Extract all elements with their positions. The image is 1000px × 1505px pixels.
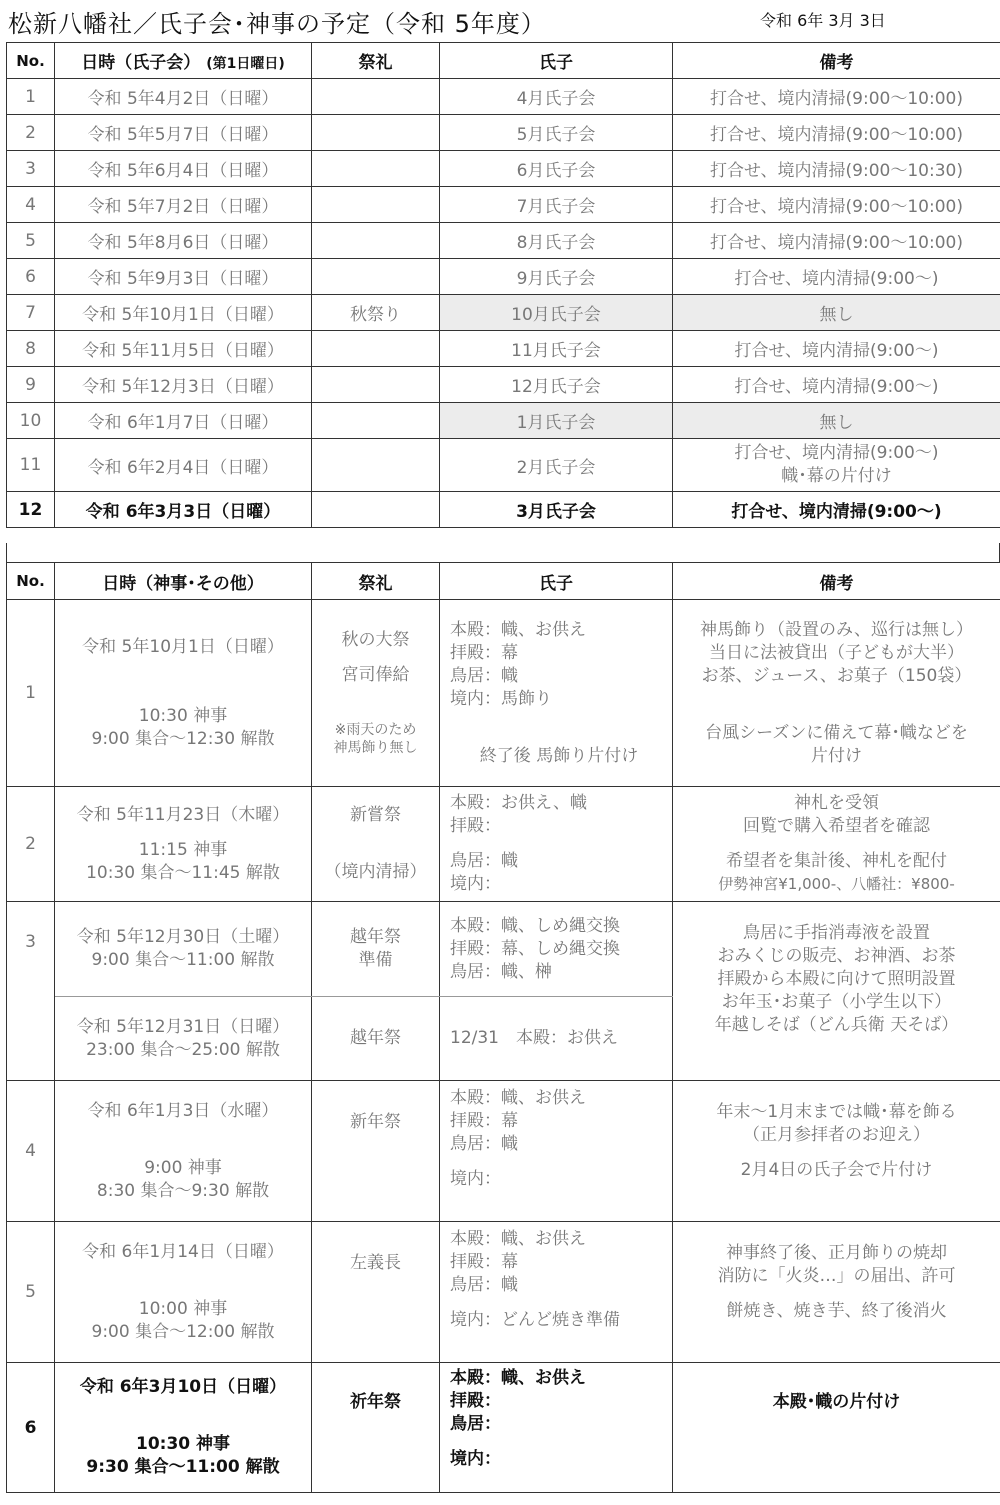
festival-name: 秋の大祭 (341, 630, 410, 650)
row-no: 6 (7, 259, 55, 295)
ujiko-item: 本殿：幟、しめ縄交換 (450, 915, 620, 936)
row-date: 令和 5年12月3日（日曜） (55, 367, 312, 403)
row-festival (312, 600, 440, 787)
row-no: 1 (7, 79, 55, 115)
event-gather: 9:00 集合～11:00 解散 (91, 950, 275, 970)
note-line: お年玉･お菓子（小学生以下） (721, 992, 952, 1012)
row-festival (312, 1222, 440, 1363)
spacer (450, 1156, 668, 1168)
table-row (7, 151, 1000, 187)
row-date: 令和 5年11月5日（日曜） (55, 331, 312, 367)
table-row (7, 1222, 1000, 1363)
row-ujiko (440, 787, 673, 902)
row-ujiko: 4月氏子会 (440, 79, 673, 115)
event-gather: 23:00 集合～25:00 解散 (86, 1039, 280, 1060)
row-date (55, 787, 312, 902)
spacer (59, 827, 307, 839)
row-date: 令和 6年3月3日（日曜） (55, 492, 312, 528)
table-row (7, 187, 1000, 223)
table-row (7, 115, 1000, 151)
ujiko-item: 境内： (450, 1449, 501, 1469)
row-date: 令和 5年6月4日（日曜） (55, 151, 312, 187)
header-no: No. (7, 563, 55, 600)
ujiko-item: 鳥居：幟 (450, 851, 518, 871)
event-time: 9:00 神事 (144, 1157, 222, 1178)
event-time: 10:00 神事 (138, 1298, 228, 1319)
row-festival (312, 79, 440, 115)
row-ujiko (440, 1363, 673, 1493)
event-time: 10:30 神事 (135, 1434, 231, 1454)
ujiko-item: 拝殿：幕 (450, 642, 518, 663)
ujiko-item: 鳥居：幟 (450, 1134, 518, 1154)
table-row (7, 439, 1000, 492)
festival-name: 左義長 (350, 1253, 401, 1273)
festival-name: 新嘗祭 (350, 805, 401, 825)
event-date: 令和 5年10月1日（日曜） (82, 636, 284, 657)
note-line: 鳥居に手指消毒液を設置 (743, 923, 930, 943)
table-row (7, 295, 1000, 331)
spacer (677, 838, 996, 850)
row-ujiko (440, 902, 673, 997)
header-ujiko: 氏子 (440, 43, 673, 79)
row-festival (312, 259, 440, 295)
ujiko-item: 本殿：幟、お供え (450, 1229, 586, 1249)
header-note: 備考 (673, 563, 1000, 600)
event-gather: 10:30 集合～11:45 解散 (86, 862, 280, 883)
row-festival (312, 367, 440, 403)
document-date: 令和 6年 3月 3日 (760, 11, 886, 30)
row-note-line: 幟･幕の片付け (781, 466, 892, 486)
row-no: 11 (7, 439, 55, 492)
header-festival: 祭礼 (312, 563, 440, 600)
row-no: 4 (7, 187, 55, 223)
row-ujiko: 10月氏子会 (440, 295, 673, 331)
row-no: 9 (7, 367, 55, 403)
row-note (673, 1222, 1000, 1363)
row-note: 打合せ、境内清掃(9:00～) (673, 259, 1000, 295)
row-ujiko: 7月氏子会 (440, 187, 673, 223)
note-line: 拝殿から本殿に向けて照明設置 (717, 969, 956, 989)
header-date-label: 日時（氏子会） (81, 53, 201, 73)
row-note-line: 打合せ、境内清掃(9:00～) (734, 443, 939, 463)
spacer (59, 659, 307, 693)
spacer (59, 1123, 307, 1157)
row-note: 無し (673, 403, 1000, 439)
ujiko-item: 鳥居：幟 (450, 665, 518, 686)
event-date: 令和 6年1月14日（日曜） (82, 1241, 284, 1262)
header-ujiko: 氏子 (440, 563, 673, 600)
row-ujiko: 5月氏子会 (440, 115, 673, 151)
row-date: 令和 5年4月2日（日曜） (55, 79, 312, 115)
event-gather: 8:30 集合～9:30 解散 (96, 1180, 270, 1201)
row-festival (312, 902, 440, 997)
row-date (55, 997, 312, 1081)
table-row (7, 259, 1000, 295)
table-row (7, 403, 1000, 439)
event-gather: 9:00 集合～12:00 解散 (91, 1321, 275, 1342)
row-no: 7 (7, 295, 55, 331)
event-date: 令和 6年3月10日（日曜） (79, 1377, 287, 1397)
row-festival (312, 223, 440, 259)
row-date: 令和 6年2月4日（日曜） (55, 439, 312, 492)
row-festival (312, 997, 440, 1081)
spacer (450, 1297, 668, 1309)
row-date: 令和 6年1月7日（日曜） (55, 403, 312, 439)
table-row (7, 223, 1000, 259)
row-note: 打合せ、境内清掃(9:00～10:00) (673, 79, 1000, 115)
ujiko-item: 本殿：幟、お供え (450, 1368, 586, 1388)
row-note: 打合せ、境内清掃(9:00～10:00) (673, 223, 1000, 259)
note-line: 回覧で購入希望者を確認 (743, 816, 930, 836)
note-line: 神馬飾り（設置のみ、巡行は無し） (699, 619, 974, 640)
row-note (673, 1081, 1000, 1222)
row-no-label: 3 (25, 932, 36, 952)
row-date: 令和 5年10月1日（日曜） (55, 295, 312, 331)
festival-name: 準備 (358, 950, 393, 970)
row-date: 令和 5年5月7日（日曜） (55, 115, 312, 151)
table-row (7, 79, 1000, 115)
row-festival (312, 403, 440, 439)
row-date (55, 1222, 312, 1363)
row-ujiko (440, 1222, 673, 1363)
row-festival (312, 492, 440, 528)
note-line: 本殿･幟の片付け (772, 1392, 901, 1412)
table-header-row (7, 563, 1000, 600)
table-row (7, 1081, 1000, 1222)
festival-name: 越年祭 (350, 927, 401, 947)
row-festival (312, 439, 440, 492)
note-line: 片付け (811, 745, 862, 766)
header-date: 日時（神事･その他） (55, 563, 312, 600)
spacer (316, 687, 435, 721)
row-no: 8 (7, 331, 55, 367)
note-line: 希望者を集計後、神札を配付 (726, 851, 947, 871)
row-ujiko: 1月氏子会 (440, 403, 673, 439)
ujiko-item: 終了後 馬飾り片付け (479, 745, 639, 766)
spacer (59, 1399, 307, 1433)
spacer (677, 1288, 996, 1300)
festival-name: （境内清掃） (324, 862, 427, 882)
row-no (7, 902, 55, 1081)
note-line: 台風シーズンに備えて幕･幟などを (705, 722, 968, 743)
festival-note: 神馬飾り無し (333, 740, 418, 756)
row-note: 打合せ、境内清掃(9:00～) (673, 331, 1000, 367)
note-line: お茶、ジュース、お菓子（150袋） (701, 665, 972, 686)
row-festival (312, 1363, 440, 1493)
row-note (673, 1363, 1000, 1493)
row-festival (312, 787, 440, 902)
row-no: 5 (7, 1222, 55, 1363)
row-ujiko (440, 600, 673, 787)
ujiko-item: 境内：馬飾り (450, 688, 552, 709)
row-date: 令和 5年7月2日（日曜） (55, 187, 312, 223)
note-line: 消防に「火炎…」の届出、許可 (717, 1266, 956, 1286)
row-note: 打合せ、境内清掃(9:00～10:00) (673, 115, 1000, 151)
ujiko-item: 境内： (450, 874, 501, 894)
row-note: 打合せ、境内清掃(9:00～10:00) (673, 187, 1000, 223)
row-ujiko: 12月氏子会 (440, 367, 673, 403)
festival-name: 越年祭 (350, 1028, 401, 1048)
spacer (59, 693, 307, 705)
note-line: 餅焼き、焼き芋、終了後消火 (726, 1301, 947, 1321)
ujiko-item: 拝殿：幕 (450, 1252, 518, 1272)
ujiko-item: 境内： (450, 1169, 501, 1189)
row-festival (312, 1081, 440, 1222)
table-row (7, 1363, 1000, 1493)
table-row (7, 787, 1000, 902)
spacer (677, 688, 996, 722)
ujiko-item: 拝殿： (450, 1391, 501, 1411)
festival-note: ※雨天のため (334, 722, 417, 738)
row-date (55, 1081, 312, 1222)
event-gather: 9:00 集合～12:30 解散 (91, 728, 275, 749)
row-no: 12 (7, 492, 55, 528)
spacer (677, 1147, 996, 1159)
row-ujiko: 8月氏子会 (440, 223, 673, 259)
ujiko-item: 拝殿： (450, 816, 501, 836)
row-no: 2 (7, 115, 55, 151)
header-note: 備考 (673, 43, 1000, 79)
spacer (450, 711, 668, 745)
table-row (7, 331, 1000, 367)
ujiko-item: 本殿：幟、お供え (450, 1088, 586, 1108)
table-header-row (7, 43, 1000, 79)
festival-name: 祈年祭 (350, 1392, 401, 1412)
ujiko-item: 拝殿：幕、しめ縄交換 (450, 938, 620, 959)
note-line: 2月4日の氏子会で片付け (740, 1160, 933, 1180)
row-ujiko: 11月氏子会 (440, 331, 673, 367)
ujiko-item: 拝殿：幕 (450, 1111, 518, 1131)
shrine-events-table (6, 562, 1000, 1493)
spacer (59, 1264, 307, 1298)
row-no: 10 (7, 403, 55, 439)
table-row (7, 367, 1000, 403)
header-no: No. (7, 43, 55, 79)
row-note: 打合せ、境内清掃(9:00～) (673, 367, 1000, 403)
row-no: 2 (7, 787, 55, 902)
row-no: 4 (7, 1081, 55, 1222)
event-gather: 9:30 集合～11:00 解散 (86, 1457, 280, 1477)
header-festival: 祭礼 (312, 43, 440, 79)
table-row (7, 600, 1000, 787)
event-date: 令和 6年1月3日（水曜） (87, 1100, 279, 1121)
ujiko-item: 12/31 本殿：お供え (450, 1028, 618, 1048)
row-ujiko (440, 1081, 673, 1222)
row-date (55, 902, 312, 997)
spacer (450, 838, 668, 850)
event-time: 10:30 神事 (138, 705, 228, 726)
ujiko-meeting-table (6, 42, 1000, 528)
ujiko-item: 本殿：お供え、幟 (450, 793, 588, 813)
row-no: 6 (7, 1363, 55, 1493)
table-row (7, 492, 1000, 528)
header-date-sub: (第1日曜日) (206, 56, 285, 72)
event-date: 令和 5年12月31日（日曜） (76, 1016, 290, 1037)
row-note: 無し (673, 295, 1000, 331)
event-date: 令和 5年11月23日（木曜） (76, 804, 290, 825)
note-line: 神札を受領 (794, 793, 879, 813)
page-header (0, 0, 1000, 40)
note-line: 年末～1月末までは幟･幕を飾る (716, 1102, 957, 1122)
ujiko-item: 鳥居：幟 (450, 1275, 518, 1295)
note-line: （正月参拝者のお迎え） (743, 1125, 930, 1145)
note-line: 伊勢神宮¥1,000-、八幡社：¥800- (718, 875, 955, 893)
row-date: 令和 5年9月3日（日曜） (55, 259, 312, 295)
row-festival (312, 115, 440, 151)
spacer (316, 652, 435, 664)
event-time: 11:15 神事 (138, 839, 228, 860)
ujiko-item: 鳥居：幟、榊 (450, 961, 552, 982)
note-line: 当日に法被貸出（子どもが大半） (709, 642, 964, 663)
row-ujiko: 3月氏子会 (440, 492, 673, 528)
table-separator (6, 543, 1000, 562)
note-line: 年越しそば（どん兵衛 天そば） (714, 1015, 959, 1035)
row-date (55, 600, 312, 787)
row-ujiko (440, 997, 673, 1081)
row-no: 1 (7, 600, 55, 787)
header-date (55, 43, 312, 79)
row-festival (312, 331, 440, 367)
row-note (673, 439, 1000, 492)
table-row (7, 902, 1000, 997)
row-note: 打合せ、境内清掃(9:00～10:30) (673, 151, 1000, 187)
ujiko-item: 鳥居： (450, 1414, 501, 1434)
row-note (673, 787, 1000, 902)
row-date: 令和 5年8月6日（日曜） (55, 223, 312, 259)
row-note: 打合せ、境内清掃(9:00～) (673, 492, 1000, 528)
festival-name: 新年祭 (350, 1112, 401, 1132)
row-festival (312, 151, 440, 187)
row-no: 3 (7, 151, 55, 187)
row-note (673, 902, 1000, 1081)
row-note (673, 600, 1000, 787)
festival-name: 宮司俸給 (341, 665, 410, 685)
note-line: おみくじの販売、お神酒、お茶 (717, 946, 956, 966)
spacer (316, 827, 435, 861)
spacer (450, 1436, 668, 1448)
row-date (55, 1363, 312, 1493)
row-no: 5 (7, 223, 55, 259)
ujiko-item: 本殿：幟、お供え (450, 619, 586, 640)
ujiko-item: 境内：どんど焼き準備 (450, 1310, 620, 1330)
note-line: 神事終了後、正月飾りの焼却 (726, 1243, 947, 1263)
row-festival (312, 187, 440, 223)
row-ujiko: 9月氏子会 (440, 259, 673, 295)
event-date: 令和 5年12月30日（土曜） (76, 927, 290, 947)
row-ujiko: 2月氏子会 (440, 439, 673, 492)
page-title: 松新八幡社／氏子会･神事の予定（令和 5年度） (8, 10, 546, 38)
row-festival: 秋祭り (312, 295, 440, 331)
row-ujiko: 6月氏子会 (440, 151, 673, 187)
